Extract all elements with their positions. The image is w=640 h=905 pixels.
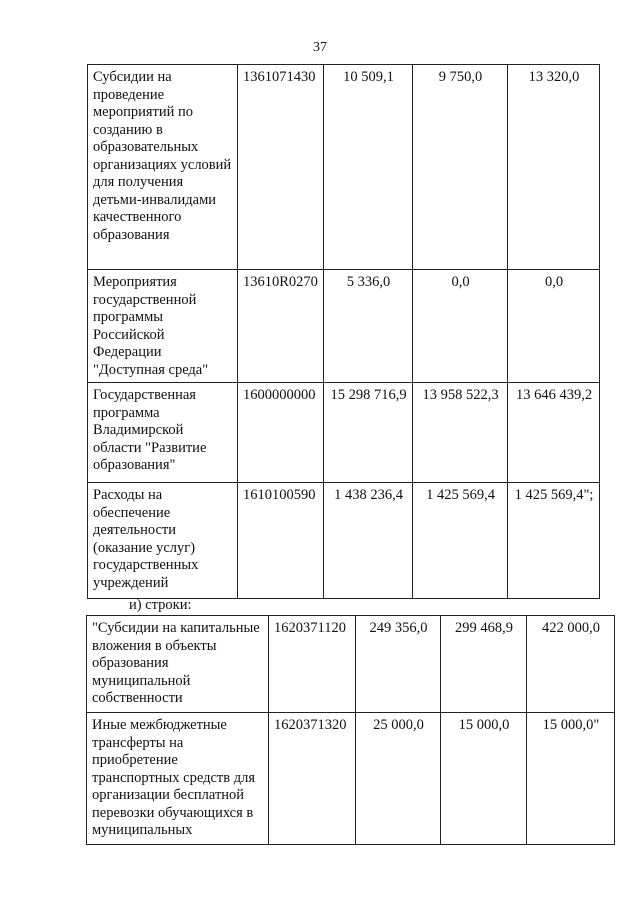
row-value-2: 9 750,0 — [413, 65, 508, 270]
row-code: 1361071430 — [238, 65, 324, 270]
row-value-3: 1 425 569,4"; — [508, 483, 600, 599]
row-value-1: 25 000,0 — [356, 713, 441, 845]
row-value-3: 13 646 439,2 — [508, 383, 600, 483]
row-value-3: 13 320,0 — [508, 65, 600, 270]
page-number: 37 — [313, 40, 327, 55]
row-value-2: 0,0 — [413, 270, 508, 383]
row-name: Государственная программа Владимирской области "Развитие образования" — [88, 383, 238, 483]
row-code: 1620371120 — [269, 616, 356, 713]
row-value-1: 5 336,0 — [324, 270, 413, 383]
row-name: Мероприятия государственной программы Российской Федерации "Доступная среда" — [88, 270, 238, 383]
row-name: Иные межбюджетные трансферты на приобретение транспортных средств для организации бесплатной перевозки обучающихся в муниципальных — [87, 713, 269, 845]
row-value-3: 15 000,0" — [527, 713, 615, 845]
row-value-3: 0,0 — [508, 270, 600, 383]
row-code: 1620371320 — [269, 713, 356, 845]
table-row — [88, 270, 600, 383]
row-value-1: 249 356,0 — [356, 616, 441, 713]
row-code: 1600000000 — [238, 383, 324, 483]
row-value-2: 13 958 522,3 — [413, 383, 508, 483]
row-value-1: 15 298 716,9 — [324, 383, 413, 483]
row-name: Расходы на обеспечение деятельности (оказание услуг) государственных учреждений — [88, 483, 238, 599]
row-value-3: 422 000,0 — [527, 616, 615, 713]
table-row — [87, 616, 615, 713]
budget-table-new-rows — [86, 615, 615, 845]
row-code: 13610R0270 — [238, 270, 324, 383]
row-value-2: 1 425 569,4 — [413, 483, 508, 599]
row-value-2: 299 468,9 — [441, 616, 527, 713]
row-name: Субсидии на проведение мероприятий по созданию в образовательных организациях условий для получения детьми-инвалидами качественного образования — [88, 65, 238, 270]
row-code: 1610100590 — [238, 483, 324, 599]
row-name: "Субсидии на капитальные вложения в объекты образования муниципальной собственности — [87, 616, 269, 713]
table-row — [87, 713, 615, 845]
table-row — [88, 383, 600, 483]
row-value-2: 15 000,0 — [441, 713, 527, 845]
table-row — [88, 483, 600, 599]
table-row — [88, 65, 600, 270]
row-value-1: 1 438 236,4 — [324, 483, 413, 599]
row-value-1: 10 509,1 — [324, 65, 413, 270]
section-caption: и) строки: — [129, 597, 192, 613]
budget-table-continued — [87, 64, 600, 599]
